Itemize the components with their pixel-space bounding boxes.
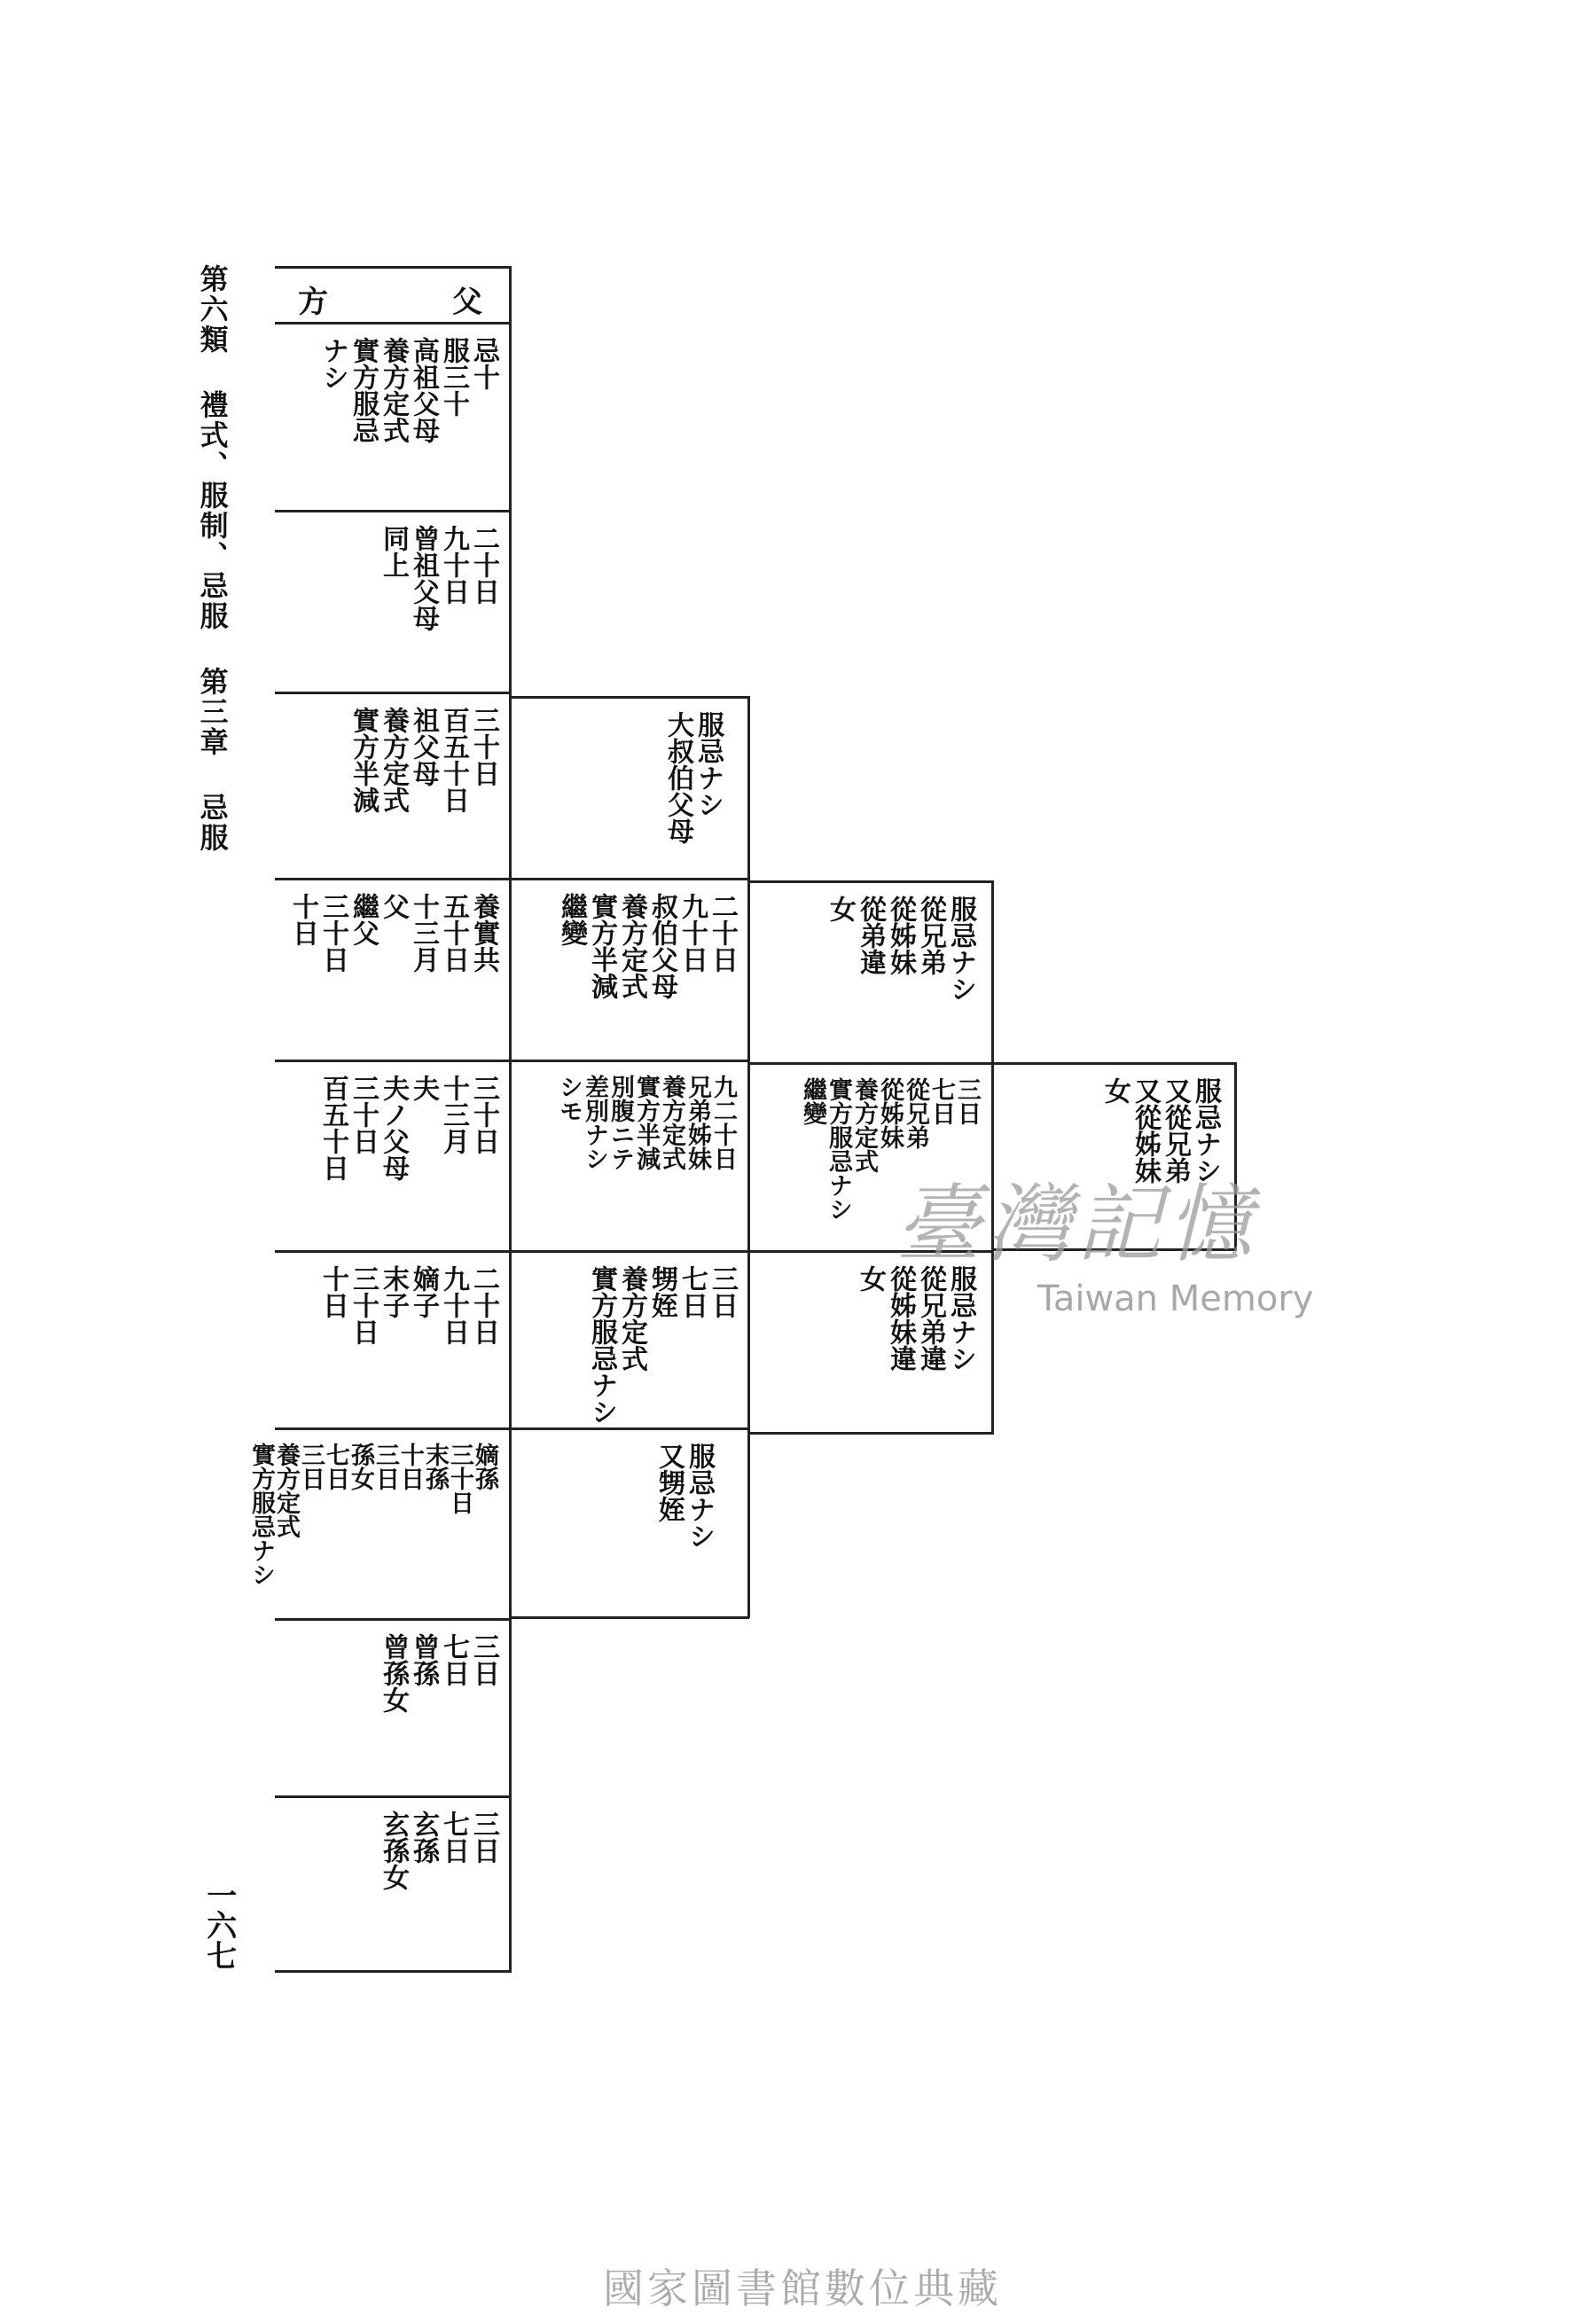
cell-text: 服忌ナシ [1190,1077,1221,1184]
cell-text: 玄孫女 [378,1811,409,1890]
cell-text: 三十日 [468,1075,499,1154]
cell-text: 女 [825,895,856,922]
cell-text: 三日 [468,1633,499,1686]
cell-gaoso [275,325,509,509]
cell-text: 從姊妹 [885,895,916,975]
cell-text: 末子 [378,1265,409,1318]
cell-text: 三十日 [446,1443,473,1514]
cell-zengzu [275,512,509,690]
cell-text: 從兄弟 [902,1077,929,1149]
cell-text: 七日 [677,1265,708,1318]
cell-text: 十日 [287,893,318,946]
cell-text: 從姊妹違 [885,1265,916,1372]
header-left: 方 [298,285,328,320]
cell-shengzhi [512,1253,747,1426]
cell-text: 服三十 [438,337,469,417]
cell-text: 曾孫 [408,1633,439,1686]
cell-text: 又甥姪 [653,1443,685,1522]
cell-text: 繼父 [348,893,379,946]
footer-credit: 國家圖書館數位典藏 [603,2264,1002,2312]
cell-text: 十日 [317,1265,348,1318]
cell-text: 百五十日 [438,707,469,813]
cell-text: 實方半減 [348,707,379,813]
cell-text: 從兄弟 [915,895,946,975]
cell-text: 甥姪 [646,1265,677,1318]
cell-text: 百五十日 [317,1075,348,1181]
cell-text: 養方定式 [616,893,647,999]
cell-text: 七日 [438,1633,469,1686]
cell-text: 父 [378,893,409,919]
cell-text: シモ [555,1075,583,1122]
cell-text: 三十日 [468,707,499,786]
cell-text: 叔伯父母 [646,893,677,999]
cell-text: 七日 [927,1077,955,1125]
cell-zufumu [275,694,509,876]
cell-xuansun [275,1798,509,1968]
cell-text: 實方半減 [632,1075,660,1170]
cell-shubo [512,880,747,1058]
cell-text: 繼變 [556,893,587,946]
cell-text: 祖父母 [408,707,439,786]
cell-text: 曾祖父母 [408,525,439,631]
cell-text: 三日 [372,1443,399,1490]
cell-text: 服忌ナシ [692,711,724,817]
cell-text: 差別ナシ [581,1075,608,1170]
cell-text: 實方服忌ナシ [247,1443,275,1586]
cell-text: 從兄弟違 [915,1265,946,1372]
cell-text: 九十日 [677,893,708,973]
cell-text: 養方定式 [658,1075,685,1170]
cell-text: 二十日 [707,893,738,973]
cell-text: 忌十 [468,337,499,390]
cell-text: 嫡子 [408,1265,439,1318]
watermark-subtitle: Taiwan Memory [1037,1279,1314,1319]
cell-text: 別腹ニテ [606,1075,634,1170]
cell-text: 三十日 [317,893,348,973]
cell-zi [275,1253,509,1426]
cell-congxiongdi-3 [750,1253,991,1430]
cell-text: 三日 [953,1077,981,1125]
cell-text: 高祖父母 [408,337,439,443]
cell-text: 服忌ナシ [684,1443,715,1549]
cell-text: 養方定式 [850,1077,878,1173]
cell-text: 七日 [322,1443,349,1490]
cell-text: 服忌ナシ [945,895,976,1002]
cell-text: ナシ [317,337,348,390]
header-right: 父 [452,285,482,320]
cell-text: 三日 [297,1443,325,1490]
cell-text: 五十日 [438,893,469,973]
cell-text: 九十日 [438,1265,469,1345]
cell-text: 女 [855,1265,886,1292]
cell-text: 玄孫 [408,1811,439,1864]
cell-text: 從弟違 [855,895,886,975]
cell-text: 實方服忌ナシ [586,1265,617,1425]
cell-text: 曾孫女 [378,1633,409,1713]
cell-text: 夫 [408,1075,439,1101]
cell-text: 從姊妹 [876,1077,904,1149]
cell-text: 女 [1099,1077,1130,1104]
cell-youshengzhi [512,1430,747,1615]
cell-congxiongdi [750,883,991,1060]
cell-text: 九十日 [438,525,469,605]
cell-dashubo [512,699,747,876]
cell-fu [275,880,509,1058]
cell-text: 三十日 [348,1075,379,1154]
cell-text: 三十日 [348,1265,379,1345]
cell-text: 大叔伯父母 [662,711,693,844]
cell-text: 兄弟姊妹 [684,1075,711,1170]
watermark-logo: 臺灣記憶 [896,1175,1257,1274]
cell-text: 同上 [378,525,409,578]
cell-zengsun [275,1621,509,1794]
cell-text: 孫女 [347,1443,374,1490]
cell-fu-husband [275,1062,509,1248]
cell-text: 養方定式 [378,707,409,813]
running-head: 第六類 禮式、服制、忌服 第三章 忌服 [195,264,230,853]
cell-text: 九二十日 [709,1075,737,1170]
header-row [275,269,509,322]
cell-text: 十日 [396,1443,424,1490]
page-number: 一六七 [200,1880,237,1970]
cell-text: 養方定式 [272,1443,300,1538]
cell-text: 夫ノ父母 [378,1075,409,1181]
cell-text: 末孫 [421,1443,449,1490]
cell-text: 又從姊妹 [1130,1077,1161,1184]
cell-text: 實方半減 [586,893,617,999]
cell-text: 三日 [468,1811,499,1864]
cell-text: 七日 [438,1811,469,1864]
cell-text: 養實共 [468,893,499,973]
cell-text: 二十日 [468,1265,499,1345]
cell-text: 實方服忌ナシ [825,1077,852,1221]
cell-text: 二十日 [468,525,499,605]
cell-text: 嫡孫 [471,1443,498,1490]
cell-text: 十三月 [438,1075,469,1154]
cell-text: 三日 [707,1265,738,1318]
cell-text: 養方定式 [378,337,409,443]
cell-text: 養方定式 [616,1265,647,1372]
cell-text: 又從兄弟 [1160,1077,1191,1184]
cell-text: 服忌ナシ [945,1265,976,1372]
cell-sun [247,1430,509,1616]
cell-text: 繼變 [799,1077,826,1125]
cell-text: 十三月 [408,893,439,973]
cell-text: 實方服忌 [348,337,379,443]
cell-xiongdi [512,1062,747,1248]
